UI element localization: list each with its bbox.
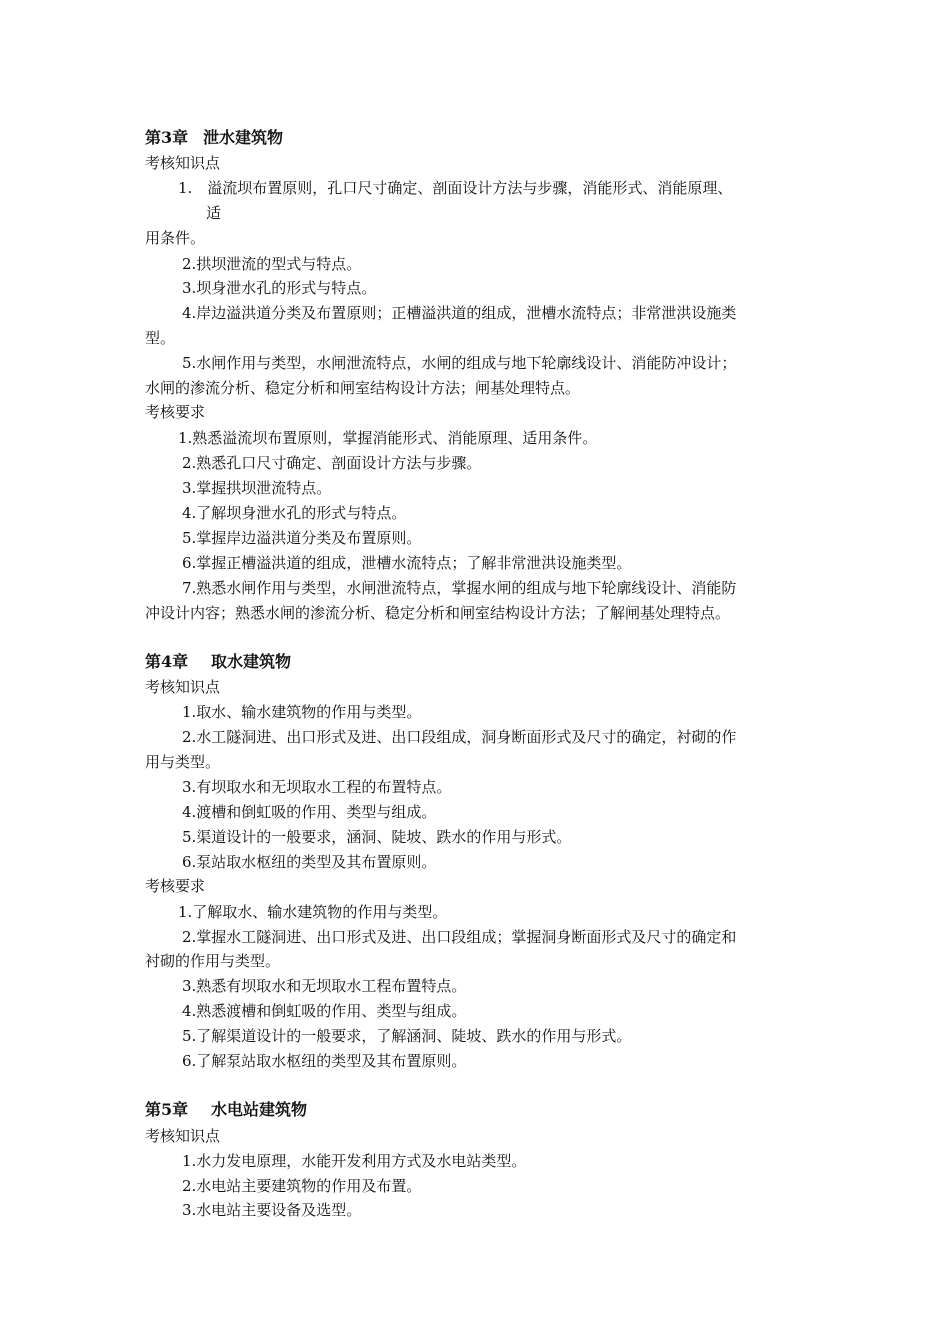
list-item: 3.坝身泄水孔的形式与特点。 [182,279,377,297]
chapter-number: 第3章 [145,128,189,147]
list-item: 6.了解泵站取水枢纽的类型及其布置原则。 [182,1052,467,1070]
chapter-title: 水电站建筑物 [211,1100,308,1119]
list-item: 1.熟悉溢流坝布置原则，掌握消能形式、消能原理、适用条件。 [178,429,598,447]
list-item: 5.水闸作用与类型，水闸泄流特点，水闸的组成与地下轮廓线设计、消能防冲设计； [182,354,737,372]
section-label-requirements: 考核要求 [145,877,206,895]
chapter-3-heading [145,128,283,148]
list-item-continuation: 适 [206,204,222,222]
section-label-knowledge: 考核知识点 [145,1127,221,1145]
list-item: 2.水电站主要建筑物的作用及布置。 [182,1177,422,1195]
list-item: 1. 溢流坝布置原则，孔口尺寸确定、剖面设计方法与步骤，消能形式、消能原理、 [178,179,733,197]
chapter-number: 第5章 [145,1100,189,1119]
list-item: 2.熟悉孔口尺寸确定、剖面设计方法与步骤。 [182,454,482,472]
list-item: 2.水工隧洞进、出口形式及进、出口段组成，洞身断面形式及尺寸的确定，衬砌的作 [182,728,737,746]
list-item: 3.有坝取水和无坝取水工程的布置特点。 [182,778,452,796]
list-item: 2.掌握水工隧洞进、出口形式及进、出口段组成；掌握洞身断面形式及尺寸的确定和 [182,928,737,946]
list-item: 3.熟悉有坝取水和无坝取水工程布置特点。 [182,977,467,995]
list-item: 1.取水、输水建筑物的作用与类型。 [182,703,422,721]
list-item: 5.了解渠道设计的一般要求，了解涵洞、陡坡、跌水的作用与形式。 [182,1027,632,1045]
list-item-continuation: 用与类型。 [145,753,221,771]
list-item: 6.掌握正槽溢洪道的组成，泄槽水流特点；了解非常泄洪设施类型。 [182,554,632,572]
list-item: 2.拱坝泄流的型式与特点。 [182,255,362,273]
list-item: 4.渡槽和倒虹吸的作用、类型与组成。 [182,803,437,821]
chapter-number: 第4章 [145,652,189,671]
chapter-title: 泄水建筑物 [203,128,284,147]
list-item-continuation: 冲设计内容；熟悉水闸的渗流分析、稳定分析和闸室结构设计方法；了解闸基处理特点。 [145,604,731,622]
list-item-continuation: 用条件。 [145,229,206,247]
chapter-title: 取水建筑物 [211,652,292,671]
list-item-continuation: 水闸的渗流分析、稳定分析和闸室结构设计方法；闸基处理特点。 [145,379,581,397]
list-item: 1.水力发电原理，水能开发利用方式及水电站类型。 [182,1152,527,1170]
list-item: 1.了解取水、输水建筑物的作用与类型。 [178,903,448,921]
list-item: 4.岸边溢洪道分类及布置原则；正槽溢洪道的组成，泄槽水流特点；非常泄洪设施类 [182,304,737,322]
section-label-knowledge: 考核知识点 [145,154,221,172]
chapter-5-heading [145,1100,307,1120]
list-item-continuation: 衬砌的作用与类型。 [145,952,281,970]
section-label-knowledge: 考核知识点 [145,678,221,696]
list-item-continuation: 型。 [145,329,176,347]
list-item: 5.掌握岸边溢洪道分类及布置原则。 [182,529,422,547]
list-item: 5.渠道设计的一般要求，涵洞、陡坡、跌水的作用与形式。 [182,828,572,846]
list-item: 4.了解坝身泄水孔的形式与特点。 [182,504,407,522]
list-item: 6.泵站取水枢纽的类型及其布置原则。 [182,853,437,871]
list-item: 3.水电站主要设备及选型。 [182,1201,362,1219]
section-label-requirements: 考核要求 [145,403,206,421]
list-item: 3.掌握拱坝泄流特点。 [182,479,332,497]
list-item: 4.熟悉渡槽和倒虹吸的作用、类型与组成。 [182,1002,467,1020]
chapter-4-heading [145,652,291,672]
list-item: 7.熟悉水闸作用与类型，水闸泄流特点，掌握水闸的组成与地下轮廓线设计、消能防 [182,579,737,597]
